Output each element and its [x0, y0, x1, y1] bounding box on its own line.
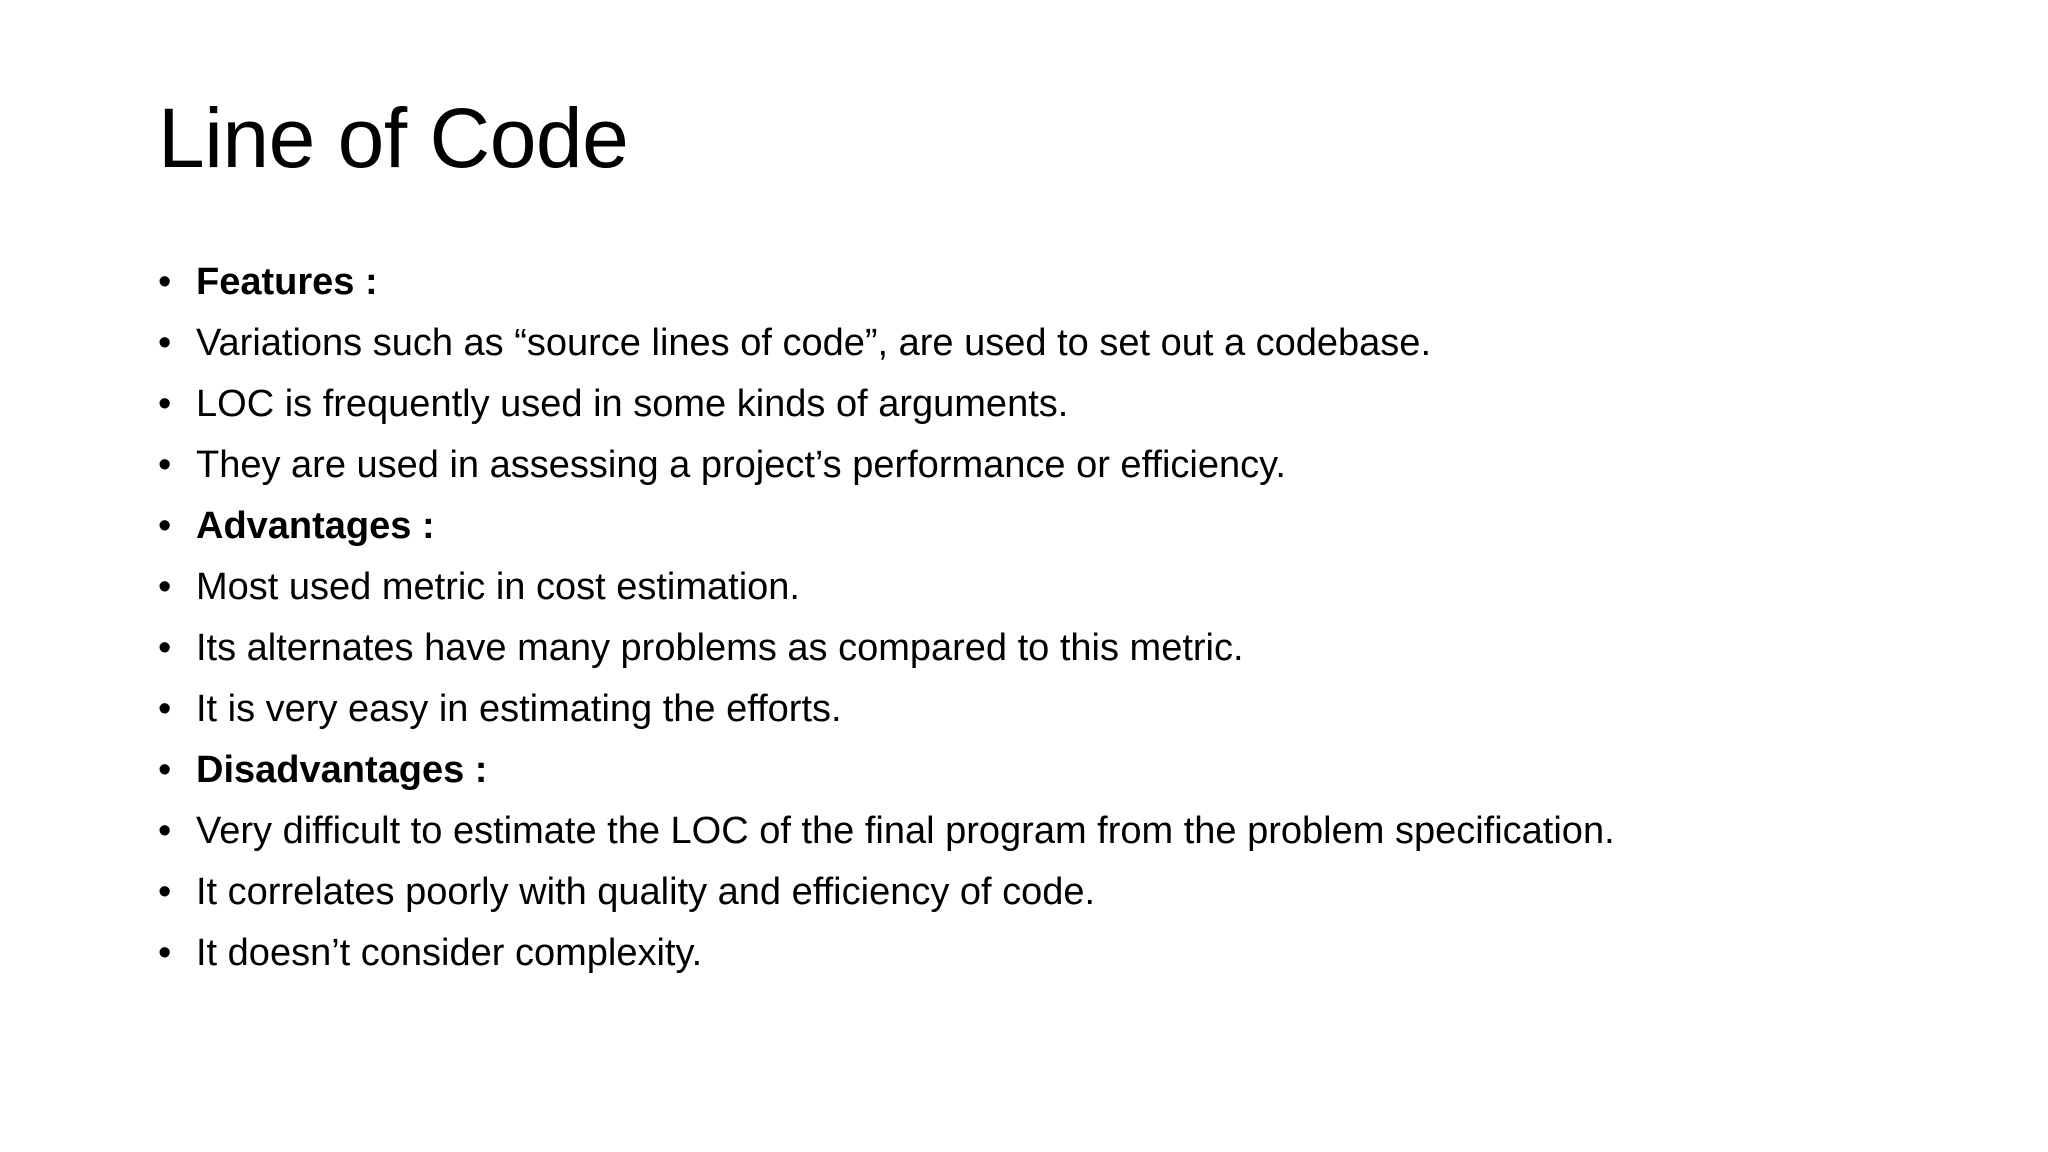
bullet-item [158, 435, 2008, 496]
slide-title: Line of Code [158, 91, 629, 185]
section-heading-disadvantages: Disadvantages : [196, 749, 488, 791]
bullet-icon: • [158, 322, 172, 364]
bullet-icon: • [158, 383, 172, 425]
bullet-item [158, 618, 2008, 679]
bullet-item [158, 679, 2008, 740]
bullet-text: They are used in assessing a project’s performance or efficiency. [196, 444, 1286, 486]
bullet-item-advantages-heading [158, 496, 2008, 557]
section-heading-advantages: Advantages : [196, 505, 435, 547]
bullet-icon: • [158, 444, 172, 486]
bullet-icon: • [158, 688, 172, 730]
bullet-text: Its alternates have many problems as compared to this metric. [196, 627, 1244, 669]
bullet-item [158, 557, 2008, 618]
bullet-text: Variations such as “source lines of code”, are used to set out a codebase. [196, 322, 1431, 364]
bullet-icon: • [158, 627, 172, 669]
bullet-text: It doesn’t consider complexity. [196, 932, 703, 974]
bullet-item [158, 313, 2008, 374]
bullet-item-features-heading [158, 252, 2008, 313]
bullet-icon: • [158, 932, 172, 974]
bullet-item [158, 801, 2008, 862]
bullet-text: It correlates poorly with quality and efficiency of code. [196, 871, 1096, 913]
section-heading-features: Features : [196, 261, 378, 303]
bullet-text: LOC is frequently used in some kinds of arguments. [196, 383, 1069, 425]
bullet-item [158, 862, 2008, 923]
bullet-text: Very difficult to estimate the LOC of the final program from the problem specification. [196, 810, 1615, 852]
bullet-icon: • [158, 261, 172, 303]
bullet-text: Most used metric in cost estimation. [196, 566, 800, 608]
bullet-list [158, 252, 2008, 984]
bullet-item [158, 374, 2008, 435]
bullet-text: It is very easy in estimating the efforts. [196, 688, 842, 730]
bullet-icon: • [158, 810, 172, 852]
bullet-item-disadvantages-heading [158, 740, 2008, 801]
bullet-icon: • [158, 566, 172, 608]
bullet-icon: • [158, 871, 172, 913]
bullet-icon: • [158, 505, 172, 547]
bullet-icon: • [158, 749, 172, 791]
bullet-item [158, 923, 2008, 984]
